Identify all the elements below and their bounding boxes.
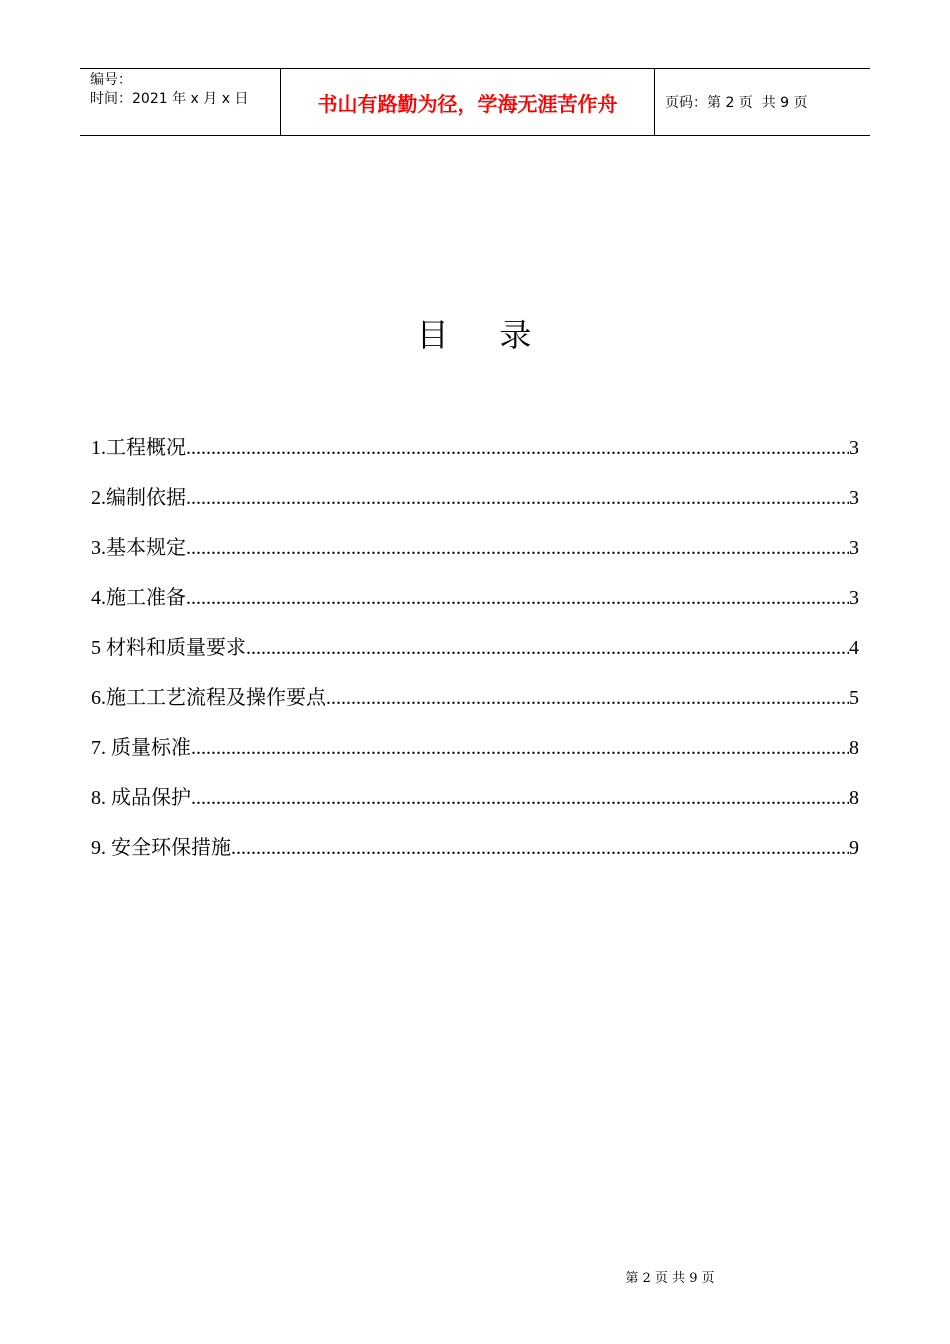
toc-entry[interactable] (91, 763, 859, 813)
toc-entry-page: 8 (849, 737, 859, 759)
toc-entry-label: 9. 安全环保措施 (91, 837, 231, 859)
toc-leader-dots (186, 533, 849, 563)
toc-entry-label: 1.工程概况 (91, 437, 186, 459)
toc-entry-page: 8 (849, 787, 859, 809)
toc-leader-dots (186, 583, 849, 613)
page-footer: 第 2 页 共 9 页 (625, 1271, 715, 1286)
toc-entry[interactable] (91, 613, 859, 663)
header-page-info: 页码：第 2 页 共 9 页 (665, 95, 808, 111)
toc-entry[interactable] (91, 563, 859, 613)
document-date-label: 时间：2021 年 x 月 x 日 (90, 91, 249, 107)
toc-entry-page: 3 (849, 437, 859, 459)
toc-entry-page: 4 (849, 637, 859, 659)
toc-entry-page: 3 (849, 487, 859, 509)
toc-entry[interactable] (91, 513, 859, 563)
header-meta (80, 69, 281, 135)
page-title: 目 录 (416, 316, 534, 354)
toc-leader-dots (186, 483, 849, 513)
toc-leader-dots (191, 783, 849, 813)
toc-leader-dots (246, 633, 849, 663)
toc-entry-label: 8. 成品保护 (91, 787, 191, 809)
table-of-contents (91, 433, 859, 863)
toc-entry-page: 3 (849, 587, 859, 609)
toc-leader-dots (231, 833, 849, 863)
toc-entry-label: 5 材料和质量要求 (91, 637, 246, 659)
document-number-label: 编号： (90, 72, 132, 88)
toc-leader-dots (326, 683, 849, 713)
toc-entry-label: 6.施工工艺流程及操作要点 (91, 687, 326, 709)
toc-leader-dots (186, 433, 849, 463)
header-motto: 书山有路勤为径，学海无涯苦作舟 (281, 69, 655, 135)
page-header (80, 68, 870, 136)
toc-entry-label: 2.编制依据 (91, 487, 186, 509)
toc-leader-dots (191, 733, 849, 763)
toc-entry-page: 9 (849, 837, 859, 859)
toc-entry-label: 4.施工准备 (91, 587, 186, 609)
toc-entry[interactable] (91, 663, 859, 713)
toc-entry[interactable] (91, 433, 859, 463)
toc-entry-label: 7. 质量标准 (91, 737, 191, 759)
toc-entry[interactable] (91, 813, 859, 863)
toc-entry-page: 5 (849, 687, 859, 709)
toc-entry[interactable] (91, 463, 859, 513)
toc-entry[interactable] (91, 713, 859, 763)
toc-entry-page: 3 (849, 537, 859, 559)
toc-entry-label: 3.基本规定 (91, 537, 186, 559)
